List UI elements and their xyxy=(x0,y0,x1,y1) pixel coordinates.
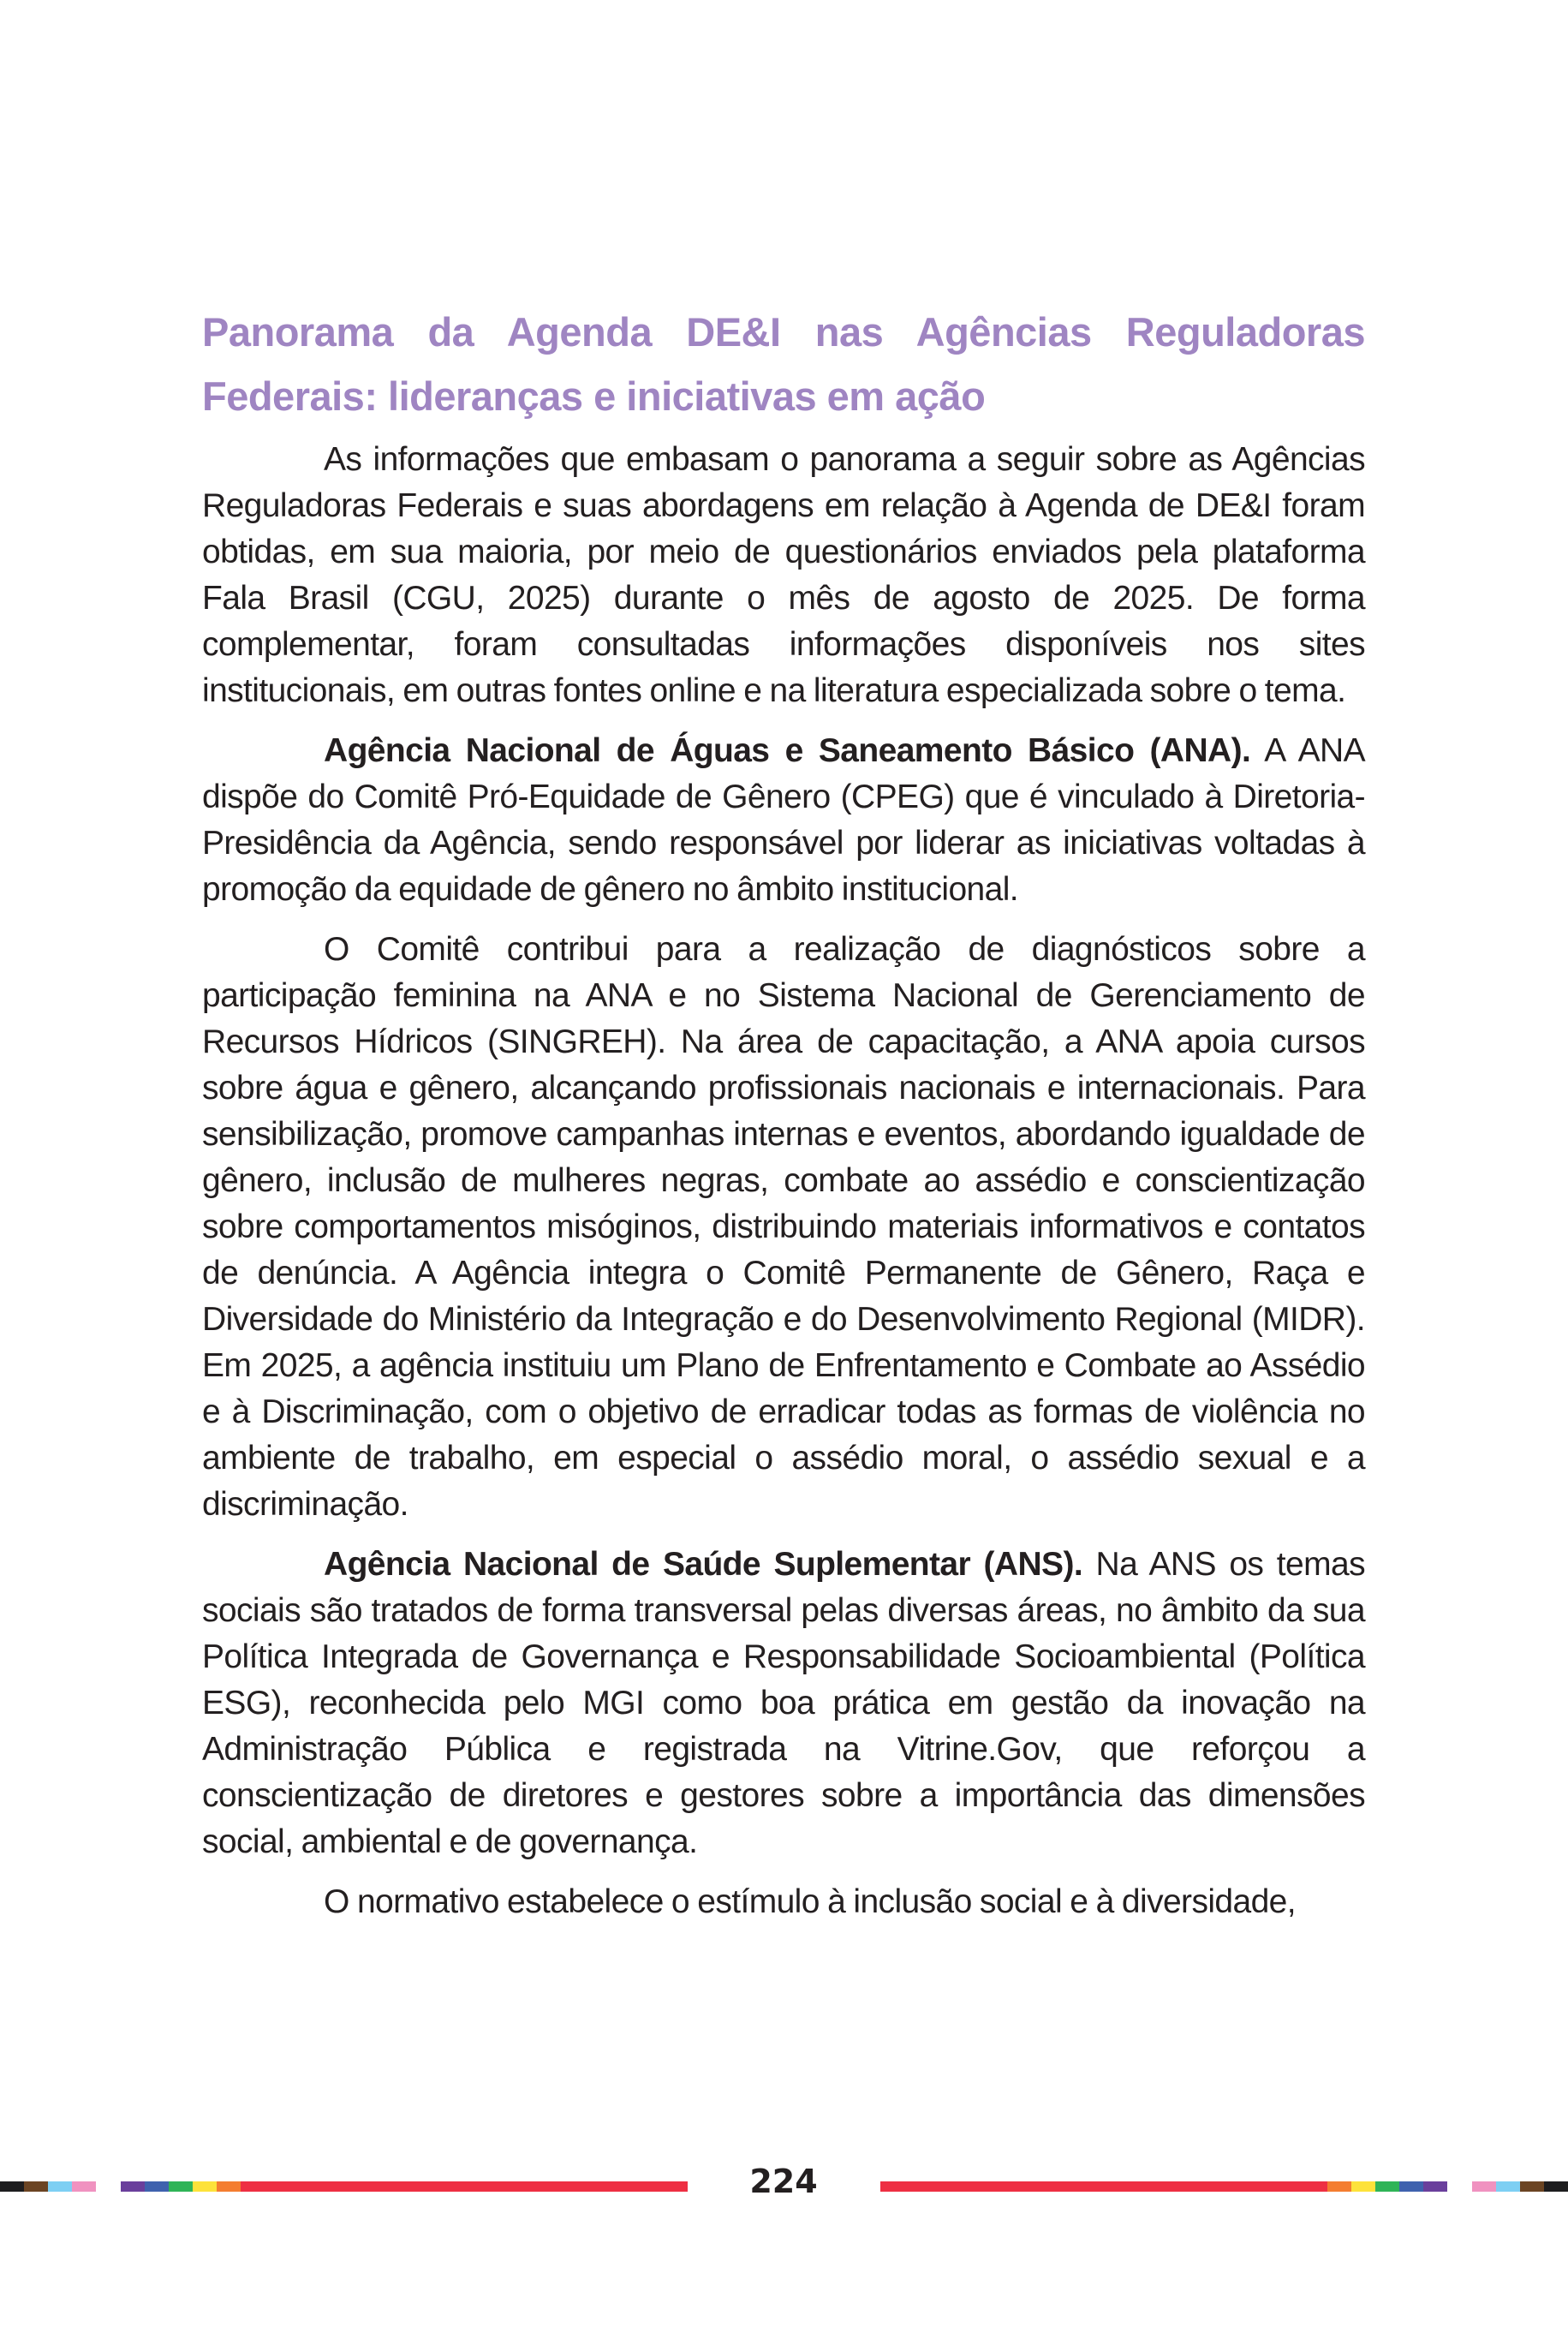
stripe-segment-orange xyxy=(217,2181,241,2192)
stripe-segment-yellow xyxy=(193,2181,217,2192)
stripe-segment-pink xyxy=(72,2181,96,2192)
stripe-segment-black xyxy=(1544,2181,1568,2192)
paragraph-intro xyxy=(202,437,1365,714)
stripe-segment-purple xyxy=(1423,2181,1447,2192)
page-content xyxy=(202,300,1365,1939)
stripe-segment-brown xyxy=(24,2181,48,2192)
paragraph-lead-ans: Agência Nacional de Saúde Suplementar (ANS). xyxy=(324,1546,1083,1583)
paragraph-text: O normativo estabelece o estímulo à inclusão social e à diversidade, xyxy=(324,1883,1297,1920)
stripe-segment-brown xyxy=(1520,2181,1544,2192)
stripe-segment-pink xyxy=(1472,2181,1496,2192)
page-number: 224 xyxy=(749,2163,818,2200)
stripe-segment-red xyxy=(880,2181,1327,2192)
stripe-segment-purple xyxy=(121,2181,145,2192)
paragraph-ana-committee xyxy=(202,927,1365,1528)
stripe-segment-yellow xyxy=(1351,2181,1375,2192)
paragraph-ans-normative xyxy=(202,1879,1365,1925)
stripe-segment-light-blue xyxy=(48,2181,72,2192)
stripe-segment-green xyxy=(169,2181,193,2192)
stripe-segment-blue xyxy=(145,2181,169,2192)
paragraph-text: O Comitê contribui para a realização de diagnósticos sobre a participação feminina na ANA e no Sistema Nacional de Gerenciamento de Recursos Hídricos (SINGREH). Na área de capacitação, a ANA apoia cursos sobre água e gênero, alcançando profissionais nacionais e internacionais. Para sensibilização, promove campanhas internas e eventos, abordando igualdade de gênero, inclusão de mulheres negras, combate ao assédio e conscientização sobre comportamentos misóginos, distribuindo materiais informativos e contatos de denúncia. A Agência integra o Comitê Permanente de Gênero, Raça e Diversidade do Ministério da Integração e do Desenvolvimento Regional (MIDR). Em 2025, a agência instituiu um Plano de Enfrentamento e Combate ao Assédio e à Discriminação, com o objetivo de erradicar todas as formas de violência no ambiente de trabalho, em especial o assédio moral, o assédio sexual e a discriminação. xyxy=(202,931,1365,1523)
stripe-segment-black xyxy=(0,2181,24,2192)
stripe-segment-red xyxy=(241,2181,688,2192)
stripe-segment-blue xyxy=(1399,2181,1423,2192)
paragraph-text: Na ANS os temas sociais são tratados de forma transversal pelas diversas áreas, no âmbito da sua Política Integrada de Governança e Responsabilidade Socioambiental (Política ESG), reconhecida pelo MGI como boa prática em gestão da inovação na Administração Pública e registrada na Vitrine.Gov, que reforçou a conscientização de diretores e gestores sobre a importância das dimensões social, ambiental e de governança. xyxy=(202,1546,1365,1860)
paragraph-ans xyxy=(202,1542,1365,1865)
paragraph-text: As informações que embasam o panorama a seguir sobre as Agências Reguladoras Federais e suas abordagens em relação à Agenda de DE&I foram obtidas, em sua maioria, por meio de questionários enviados pela plataforma Fala Brasil (CGU, 2025) durante o mês de agosto de 2025. De forma complementar, foram consultadas informações disponíveis nos sites institucionais, em outras fontes online e na literatura especializada sobre o tema. xyxy=(202,441,1365,709)
stripe-segment-green xyxy=(1375,2181,1399,2192)
section-heading: Panorama da Agenda DE&I nas Agências Reguladoras Federais: lideranças e iniciativas em ação xyxy=(202,309,1365,419)
paragraph-text: A ANA dispõe do Comitê Pró-Equidade de Gênero (CPEG) que é vinculado à Diretoria-Presidência da Agência, sendo responsável por liderar as iniciativas voltadas à promoção da equidade de gênero no âmbito institucional. xyxy=(202,732,1365,908)
paragraph-lead-ana: Agência Nacional de Águas e Saneamento Básico (ANA). xyxy=(324,732,1251,769)
paragraph-ana xyxy=(202,728,1365,913)
stripe-segment-light-blue xyxy=(1496,2181,1520,2192)
stripe-segment-orange xyxy=(1327,2181,1351,2192)
